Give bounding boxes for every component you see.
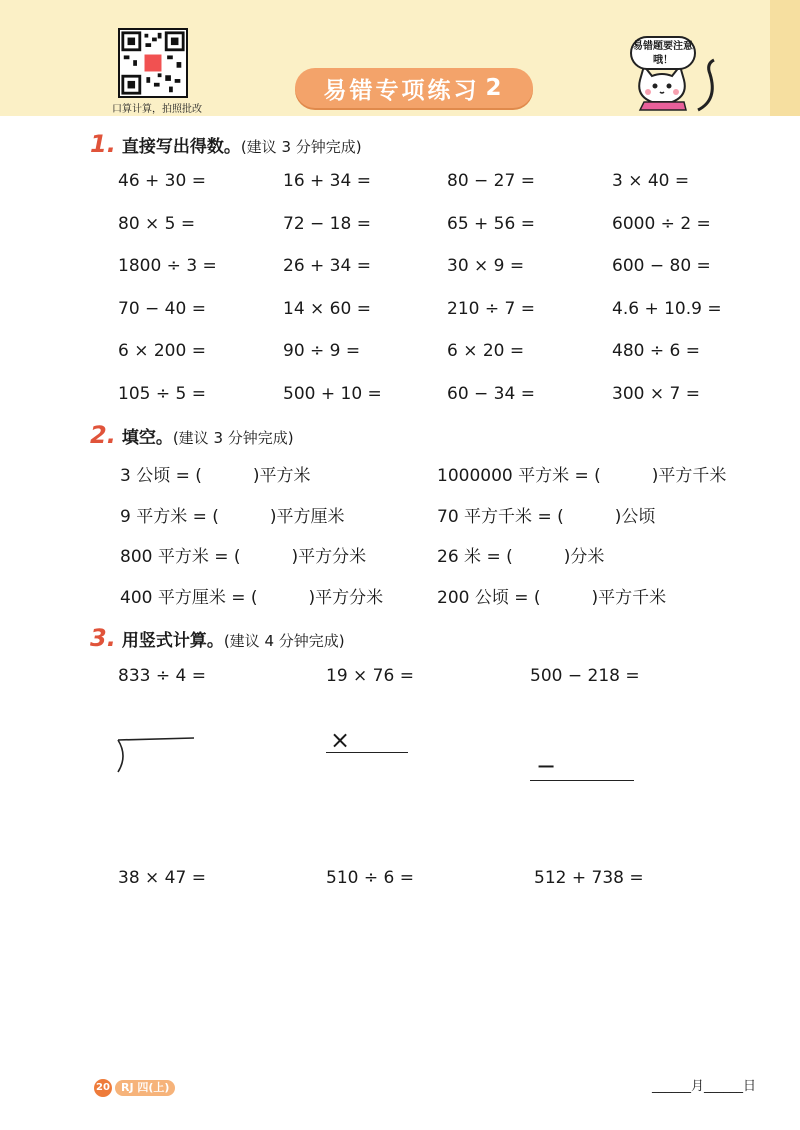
section-3-title xyxy=(90,624,345,652)
arithmetic-problem: 65 + 56 = xyxy=(447,214,535,234)
arithmetic-problem: 90 ÷ 9 = xyxy=(283,341,361,361)
fill-blank-item[interactable]: 9 平方米 = ( )平方厘米 xyxy=(120,507,345,527)
section-hint: (建议 3 分钟完成) xyxy=(240,138,362,156)
section-hint: (建议 3 分钟完成) xyxy=(172,429,294,447)
section-title-text: 用竖式计算。 xyxy=(121,631,224,651)
arithmetic-problem: 80 − 27 = xyxy=(447,171,535,191)
fill-blank-item[interactable]: 70 平方千米 = ( )公顷 xyxy=(437,507,656,527)
arithmetic-problem: 16 + 34 = xyxy=(283,171,371,191)
section-number: 1. xyxy=(90,130,116,158)
vertical-problem: 500 − 218 = xyxy=(530,666,640,686)
section-2-title xyxy=(90,421,294,449)
fill-blank-item[interactable]: 400 平方厘米 = ( )平方分米 xyxy=(120,588,384,608)
vertical-problem: 512 + 738 = xyxy=(534,868,644,888)
answer-line xyxy=(326,752,408,753)
arithmetic-problem: 80 × 5 = xyxy=(118,214,196,234)
header-edge-tab xyxy=(770,0,800,116)
arithmetic-problem: 105 ÷ 5 = xyxy=(118,384,206,404)
arithmetic-problem: 600 − 80 = xyxy=(612,256,711,276)
section-1-title xyxy=(90,130,362,158)
arithmetic-problem: 210 ÷ 7 = xyxy=(447,299,535,319)
vertical-problem: 19 × 76 = xyxy=(326,666,414,686)
arithmetic-problem: 6 × 200 = xyxy=(118,341,206,361)
vertical-problem: 38 × 47 = xyxy=(118,868,206,888)
fill-blank-item[interactable]: 1000000 平方米 = ( )平方千米 xyxy=(437,466,727,486)
section-number: 3. xyxy=(90,624,116,652)
book-grade: RJ 四(上) xyxy=(115,1080,175,1096)
answer-line xyxy=(530,780,634,781)
arithmetic-problem: 300 × 7 = xyxy=(612,384,700,404)
speech-bubble: 易错题要注意哦！ xyxy=(630,36,696,70)
arithmetic-problem: 3 × 40 = xyxy=(612,171,690,191)
arithmetic-problem: 60 − 34 = xyxy=(447,384,535,404)
fill-blank-item[interactable]: 200 公顷 = ( )平方千米 xyxy=(437,588,667,608)
section-number: 2. xyxy=(90,421,116,449)
page-badge xyxy=(94,1079,175,1097)
page-number: 20 xyxy=(94,1079,112,1097)
times-sign: × xyxy=(330,726,351,754)
page-title-text: 易错专项练习 xyxy=(323,77,480,104)
section-hint: (建议 4 分钟完成) xyxy=(223,632,345,650)
fill-blank-item[interactable]: 26 米 = ( )分米 xyxy=(437,547,605,567)
arithmetic-problem: 70 − 40 = xyxy=(118,299,206,319)
arithmetic-problem: 14 × 60 = xyxy=(283,299,371,319)
section-title-text: 填空。 xyxy=(121,428,173,448)
arithmetic-problem: 500 + 10 = xyxy=(283,384,382,404)
arithmetic-problem: 4.6 + 10.9 = xyxy=(612,299,722,319)
page-title xyxy=(295,68,533,108)
arithmetic-problem: 1800 ÷ 3 = xyxy=(118,256,217,276)
long-division-bracket xyxy=(114,736,198,776)
section-title-text: 直接写出得数。 xyxy=(121,137,241,157)
date-line: ______月______日 xyxy=(652,1079,757,1094)
vertical-problem: 510 ÷ 6 = xyxy=(326,868,414,888)
minus-sign: − xyxy=(536,752,557,780)
qr-code-icon[interactable] xyxy=(118,28,188,98)
arithmetic-problem: 6000 ÷ 2 = xyxy=(612,214,711,234)
arithmetic-problem: 480 ÷ 6 = xyxy=(612,341,700,361)
qr-caption: 口算计算，拍照批改 xyxy=(112,104,202,115)
arithmetic-problem: 46 + 30 = xyxy=(118,171,206,191)
fill-blank-item[interactable]: 800 平方米 = ( )平方分米 xyxy=(120,547,367,567)
arithmetic-problem: 26 + 34 = xyxy=(283,256,371,276)
arithmetic-problem: 6 × 20 = xyxy=(447,341,525,361)
arithmetic-problem: 72 − 18 = xyxy=(283,214,371,234)
fill-blank-item[interactable]: 3 公顷 = ( )平方米 xyxy=(120,466,311,486)
vertical-problem: 833 ÷ 4 = xyxy=(118,666,206,686)
page-title-number: 2 xyxy=(485,75,505,101)
arithmetic-problem: 30 × 9 = xyxy=(447,256,525,276)
